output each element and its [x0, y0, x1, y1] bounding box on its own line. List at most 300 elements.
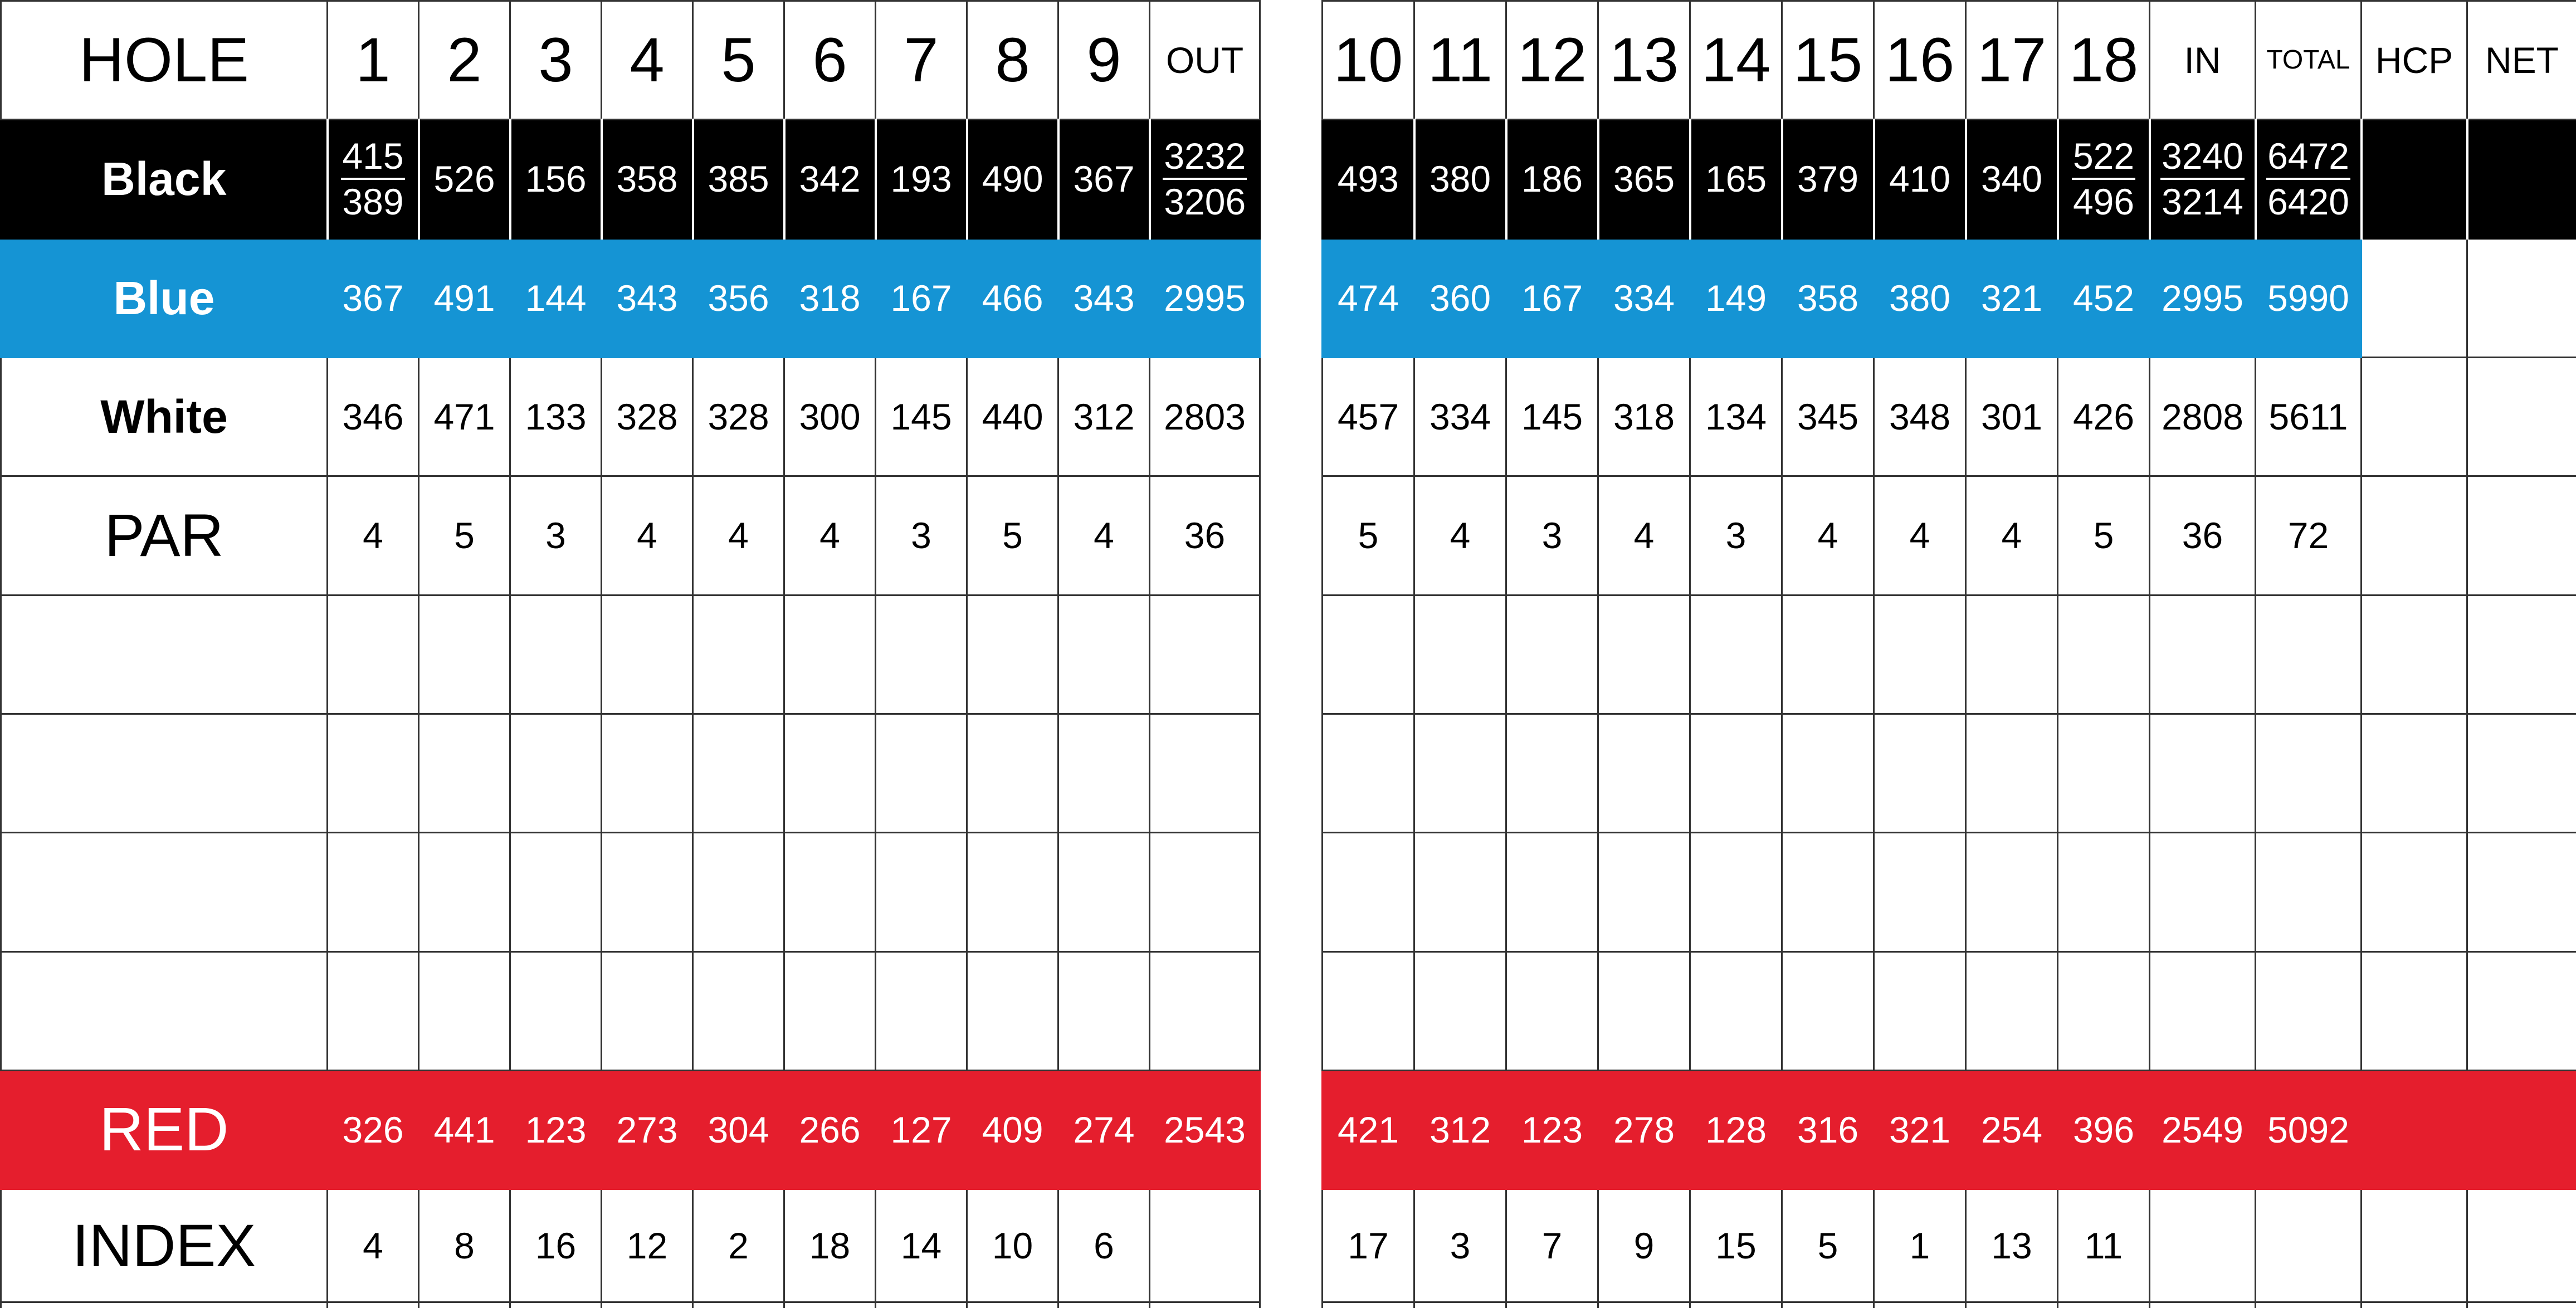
score-cell[interactable]: [876, 833, 967, 951]
hole-number: 12: [1506, 1, 1598, 120]
yardage-cell: 356: [693, 238, 784, 357]
yardage-cell: 128: [1690, 1070, 1782, 1189]
yardage-cell: 380: [1874, 238, 1966, 357]
yardage-cell: 396: [2058, 1070, 2150, 1189]
par-cell: 4: [1598, 476, 1690, 595]
white-tee-row: [1, 357, 1260, 476]
white-tee-label: White: [1, 357, 328, 476]
out-bottom: 3206: [1164, 181, 1246, 223]
score-in-cell[interactable]: [2150, 595, 2256, 714]
score-cell[interactable]: [2058, 595, 2150, 714]
grand-total-cell: 5990: [2256, 238, 2362, 357]
yardage-top: 415: [341, 134, 404, 180]
score-cell[interactable]: [784, 595, 876, 714]
score-net-cell[interactable]: [2467, 833, 2576, 951]
player-name-cell[interactable]: [1, 595, 328, 714]
score-cell[interactable]: [1323, 833, 1414, 951]
hole-number: 15: [1782, 1, 1874, 120]
score-cell[interactable]: [1966, 714, 2058, 832]
in-top: 3240: [2160, 134, 2245, 180]
net-cell: [2467, 1070, 2576, 1189]
yardage-cell: 358: [602, 120, 693, 238]
score-cell[interactable]: [328, 595, 419, 714]
score-net-cell[interactable]: [2467, 595, 2576, 714]
yardage-cell: 326: [328, 1070, 419, 1189]
par-cell: 5: [419, 476, 510, 595]
out-total-cell: 2803: [1150, 357, 1260, 476]
score-net-cell[interactable]: [2467, 951, 2576, 1070]
yardage-cell: 274: [1058, 1070, 1150, 1189]
hcp-cell: [2362, 476, 2467, 595]
score-cell[interactable]: [510, 951, 602, 1070]
hole-number: 6: [784, 1, 876, 120]
yardage-cell: 493: [1323, 120, 1414, 238]
index-in-cell: [2150, 1189, 2256, 1302]
hole-label: HOLE: [1, 1, 328, 120]
score-cell[interactable]: [967, 714, 1058, 832]
bottom-edge-row: [1, 1302, 1260, 1308]
in-total-cell: 2808: [2150, 357, 2256, 476]
hole-number: 14: [1690, 1, 1782, 120]
score-out-cell[interactable]: [1150, 951, 1260, 1070]
net-cell: [2467, 357, 2576, 476]
index-cell: 16: [510, 1189, 602, 1302]
score-cell[interactable]: [1506, 595, 1598, 714]
hole-number: 8: [967, 1, 1058, 120]
score-cell[interactable]: [1782, 714, 1874, 832]
par-cell: 4: [1782, 476, 1874, 595]
score-out-cell[interactable]: [1150, 595, 1260, 714]
yardage-cell: 346: [328, 357, 419, 476]
index-cell: 9: [1598, 1189, 1690, 1302]
index-hcp-cell: [2362, 1189, 2467, 1302]
yardage-cell: 193: [876, 120, 967, 238]
score-cell[interactable]: [967, 951, 1058, 1070]
yardage-cell: 379: [1782, 120, 1874, 238]
yardage-cell: 145: [1506, 357, 1598, 476]
yardage-cell: 367: [1058, 120, 1150, 238]
yardage-cell: 360: [1414, 238, 1506, 357]
score-cell[interactable]: [510, 714, 602, 832]
yardage-cell: 409: [967, 1070, 1058, 1189]
out-top: 3232: [1163, 134, 1247, 180]
score-cell[interactable]: [1414, 833, 1506, 951]
index-cell: 6: [1058, 1189, 1150, 1302]
score-cell[interactable]: [328, 833, 419, 951]
yardage-cell: 127: [876, 1070, 967, 1189]
score-cell[interactable]: [1874, 951, 1966, 1070]
hole-header-row: [1323, 1, 2576, 120]
in-bottom: 3214: [2162, 181, 2243, 223]
hole-number: 18: [2058, 1, 2150, 120]
score-cell[interactable]: [1414, 595, 1506, 714]
index-cell: 7: [1506, 1189, 1598, 1302]
index-cell: 18: [784, 1189, 876, 1302]
index-out-cell: [1150, 1189, 1260, 1302]
score-cell[interactable]: [510, 833, 602, 951]
score-cell[interactable]: [1598, 833, 1690, 951]
yardage-cell: 149: [1690, 238, 1782, 357]
par-cell: 4: [693, 476, 784, 595]
index-cell: 2: [693, 1189, 784, 1302]
score-cell[interactable]: [693, 595, 784, 714]
index-row: [1, 1189, 1260, 1302]
score-cell[interactable]: [1782, 951, 1874, 1070]
red-tee-row: [1323, 1070, 2576, 1189]
total-top: 6472: [2266, 134, 2350, 180]
blue-tee-label: Blue: [1, 238, 328, 357]
hole-number: 11: [1414, 1, 1506, 120]
yardage-cell: 278: [1598, 1070, 1690, 1189]
hole-number: 2: [419, 1, 510, 120]
hole-number: 9: [1058, 1, 1150, 120]
score-cell[interactable]: [693, 833, 784, 951]
index-total-cell: [2256, 1189, 2362, 1302]
yardage-cell: [328, 120, 419, 238]
score-cell[interactable]: [328, 714, 419, 832]
score-cell[interactable]: [1966, 595, 2058, 714]
hole-number: 5: [693, 1, 784, 120]
par-cell: 5: [967, 476, 1058, 595]
front-nine-table: [0, 0, 1261, 1308]
yardage-cell: 144: [510, 238, 602, 357]
in-total-cell: 2995: [2150, 238, 2256, 357]
net-cell: [2467, 476, 2576, 595]
score-row: [1323, 833, 2576, 951]
net-cell: [2467, 238, 2576, 357]
red-tee-label: RED: [1, 1070, 328, 1189]
score-out-cell[interactable]: [1150, 714, 1260, 832]
back-nine-card: [1321, 0, 2576, 1308]
par-in-cell: 36: [2150, 476, 2256, 595]
yardage-cell: 345: [1782, 357, 1874, 476]
index-cell: 15: [1690, 1189, 1782, 1302]
score-cell[interactable]: [1874, 714, 1966, 832]
yardage-cell: 328: [693, 357, 784, 476]
yardage-cell: 426: [2058, 357, 2150, 476]
score-cell[interactable]: [1323, 595, 1414, 714]
par-label: PAR: [1, 476, 328, 595]
par-cell: 4: [1874, 476, 1966, 595]
score-net-cell[interactable]: [2467, 714, 2576, 832]
yardage-cell: 421: [1323, 1070, 1414, 1189]
par-cell: 5: [1323, 476, 1414, 595]
score-row: [1, 951, 1260, 1070]
blue-tee-row: [1323, 238, 2576, 357]
yardage-cell: 334: [1598, 238, 1690, 357]
index-cell: 1: [1874, 1189, 1966, 1302]
hole-number: 1: [328, 1, 419, 120]
score-cell[interactable]: [967, 595, 1058, 714]
hole-number: 13: [1598, 1, 1690, 120]
black-tee-row: [1323, 120, 2576, 238]
score-cell[interactable]: [1414, 951, 1506, 1070]
hole-number: 10: [1323, 1, 1414, 120]
index-cell: 17: [1323, 1189, 1414, 1302]
index-cell: 3: [1414, 1189, 1506, 1302]
grand-total-cell: 5611: [2256, 357, 2362, 476]
hcp-cell: [2362, 357, 2467, 476]
yardage-cell: 123: [1506, 1070, 1598, 1189]
grand-total-cell: 5092: [2256, 1070, 2362, 1189]
yardage-cell: 312: [1414, 1070, 1506, 1189]
score-cell[interactable]: [1598, 951, 1690, 1070]
in-header: IN: [2150, 1, 2256, 120]
score-cell[interactable]: [784, 714, 876, 832]
yardage-cell: 385: [693, 120, 784, 238]
yardage-cell: 343: [1058, 238, 1150, 357]
par-cell: 3: [1690, 476, 1782, 595]
yardage-cell: 342: [784, 120, 876, 238]
yardage-cell: 312: [1058, 357, 1150, 476]
score-cell[interactable]: [693, 951, 784, 1070]
index-label: INDEX: [1, 1189, 328, 1302]
yardage-cell: 340: [1966, 120, 2058, 238]
score-hcp-cell[interactable]: [2362, 714, 2467, 832]
total-bottom: 6420: [2267, 181, 2349, 223]
score-cell[interactable]: [1058, 833, 1150, 951]
yardage-cell: 410: [1874, 120, 1966, 238]
in-total-cell: 2549: [2150, 1070, 2256, 1189]
score-cell[interactable]: [1782, 595, 1874, 714]
yardage-cell: 474: [1323, 238, 1414, 357]
out-total-cell: 2543: [1150, 1070, 1260, 1189]
index-cell: 14: [876, 1189, 967, 1302]
score-row: [1, 833, 1260, 951]
score-cell[interactable]: [876, 714, 967, 832]
yardage-cell: 167: [1506, 238, 1598, 357]
yardage-cell: 321: [1966, 238, 2058, 357]
back-nine-table: [1321, 0, 2576, 1308]
yardage-cell: 440: [967, 357, 1058, 476]
yardage-cell: 328: [602, 357, 693, 476]
score-cell[interactable]: [328, 951, 419, 1070]
out-total-cell: [1150, 120, 1260, 238]
score-cell[interactable]: [2058, 951, 2150, 1070]
black-tee-label: Black: [1, 120, 328, 238]
yardage-cell: 365: [1598, 120, 1690, 238]
yardage-bottom: 389: [342, 181, 404, 223]
score-total-cell[interactable]: [2256, 714, 2362, 832]
score-cell[interactable]: [1782, 833, 1874, 951]
front-nine-card: [0, 0, 1259, 1308]
red-tee-row: [1, 1070, 1260, 1189]
yardage-cell: 334: [1414, 357, 1506, 476]
yardage-cell: 186: [1506, 120, 1598, 238]
yardage-cell: 304: [693, 1070, 784, 1189]
yardage-cell: 316: [1782, 1070, 1874, 1189]
score-hcp-cell[interactable]: [2362, 833, 2467, 951]
score-row: [1323, 951, 2576, 1070]
score-cell[interactable]: [693, 714, 784, 832]
par-cell: 4: [1414, 476, 1506, 595]
yardage-cell: 318: [1598, 357, 1690, 476]
score-total-cell[interactable]: [2256, 833, 2362, 951]
yardage-top: 522: [2072, 134, 2135, 180]
hcp-cell: [2362, 238, 2467, 357]
score-cell[interactable]: [1874, 833, 1966, 951]
score-total-cell[interactable]: [2256, 595, 2362, 714]
yardage-cell: 380: [1414, 120, 1506, 238]
index-cell: 11: [2058, 1189, 2150, 1302]
score-cell[interactable]: [1058, 714, 1150, 832]
yardage-cell: 348: [1874, 357, 1966, 476]
index-cell: 8: [419, 1189, 510, 1302]
score-cell[interactable]: [1966, 833, 2058, 951]
yardage-cell: 167: [876, 238, 967, 357]
score-row: [1, 595, 1260, 714]
score-cell[interactable]: [1323, 951, 1414, 1070]
score-in-cell[interactable]: [2150, 714, 2256, 832]
score-cell[interactable]: [784, 833, 876, 951]
score-cell[interactable]: [2058, 714, 2150, 832]
yardage-cell: 134: [1690, 357, 1782, 476]
hole-number: 16: [1874, 1, 1966, 120]
score-cell[interactable]: [510, 595, 602, 714]
par-cell: 4: [1058, 476, 1150, 595]
par-out-cell: 36: [1150, 476, 1260, 595]
yardage-cell: 318: [784, 238, 876, 357]
score-cell[interactable]: [1323, 714, 1414, 832]
par-cell: 3: [876, 476, 967, 595]
score-cell[interactable]: [602, 595, 693, 714]
net-cell: [2467, 120, 2576, 238]
score-cell[interactable]: [419, 595, 510, 714]
yardage-cell: 254: [1966, 1070, 2058, 1189]
yardage-cell: 165: [1690, 120, 1782, 238]
index-net-cell: [2467, 1189, 2576, 1302]
score-cell[interactable]: [1598, 714, 1690, 832]
bottom-edge-row: [1323, 1302, 2576, 1308]
score-cell[interactable]: [1690, 951, 1782, 1070]
score-cell[interactable]: [1598, 595, 1690, 714]
white-tee-row: [1323, 357, 2576, 476]
hcp-cell: [2362, 1070, 2467, 1189]
score-row: [1323, 714, 2576, 832]
hcp-cell: [2362, 120, 2467, 238]
index-cell: 5: [1782, 1189, 1874, 1302]
yardage-cell: 266: [784, 1070, 876, 1189]
score-hcp-cell[interactable]: [2362, 595, 2467, 714]
yardage-cell: 321: [1874, 1070, 1966, 1189]
par-cell: 3: [510, 476, 602, 595]
yardage-cell: 123: [510, 1070, 602, 1189]
yardage-cell: 156: [510, 120, 602, 238]
yardage-cell: 491: [419, 238, 510, 357]
par-cell: 3: [1506, 476, 1598, 595]
yardage-cell: 133: [510, 357, 602, 476]
yardage-cell: 526: [419, 120, 510, 238]
score-cell[interactable]: [876, 595, 967, 714]
score-in-cell[interactable]: [2150, 951, 2256, 1070]
par-cell: 5: [2058, 476, 2150, 595]
yardage-cell: 457: [1323, 357, 1414, 476]
score-cell[interactable]: [1506, 714, 1598, 832]
index-cell: 13: [1966, 1189, 2058, 1302]
yardage-cell: [2058, 120, 2150, 238]
yardage-cell: 452: [2058, 238, 2150, 357]
grand-total-cell: [2256, 120, 2362, 238]
par-row: [1, 476, 1260, 595]
par-row: [1323, 476, 2576, 595]
score-cell[interactable]: [2058, 833, 2150, 951]
hole-number: 3: [510, 1, 602, 120]
index-row: [1323, 1189, 2576, 1302]
player-name-cell[interactable]: [1, 951, 328, 1070]
hole-number: 4: [602, 1, 693, 120]
hole-header-row: [1, 1, 1260, 120]
score-cell[interactable]: [419, 833, 510, 951]
yardage-cell: 273: [602, 1070, 693, 1189]
total-header: TOTAL: [2256, 1, 2362, 120]
score-cell[interactable]: [1058, 595, 1150, 714]
score-cell[interactable]: [602, 951, 693, 1070]
par-cell: 4: [328, 476, 419, 595]
par-cell: 4: [784, 476, 876, 595]
in-total-cell: [2150, 120, 2256, 238]
score-cell[interactable]: [1058, 951, 1150, 1070]
net-header: NET: [2467, 1, 2576, 120]
hole-number: 7: [876, 1, 967, 120]
hcp-header: HCP: [2362, 1, 2467, 120]
par-cell: 4: [602, 476, 693, 595]
score-cell[interactable]: [1506, 951, 1598, 1070]
score-total-cell[interactable]: [2256, 951, 2362, 1070]
score-cell[interactable]: [1690, 833, 1782, 951]
score-cell[interactable]: [419, 714, 510, 832]
hole-number: 17: [1966, 1, 2058, 120]
index-cell: 10: [967, 1189, 1058, 1302]
score-hcp-cell[interactable]: [2362, 951, 2467, 1070]
yardage-cell: 300: [784, 357, 876, 476]
score-cell[interactable]: [602, 714, 693, 832]
score-row: [1323, 595, 2576, 714]
score-cell[interactable]: [1966, 951, 2058, 1070]
score-cell[interactable]: [602, 833, 693, 951]
score-cell[interactable]: [784, 951, 876, 1070]
yardage-cell: 145: [876, 357, 967, 476]
yardage-cell: 301: [1966, 357, 2058, 476]
score-out-cell[interactable]: [1150, 833, 1260, 951]
score-cell[interactable]: [1690, 714, 1782, 832]
yardage-cell: 358: [1782, 238, 1874, 357]
score-row: [1, 714, 1260, 832]
yardage-bottom: 496: [2072, 181, 2135, 223]
score-cell[interactable]: [967, 833, 1058, 951]
score-cell[interactable]: [419, 951, 510, 1070]
score-cell[interactable]: [1506, 833, 1598, 951]
yardage-cell: 367: [328, 238, 419, 357]
player-name-cell[interactable]: [1, 833, 328, 951]
yardage-cell: 441: [419, 1070, 510, 1189]
score-cell[interactable]: [1414, 714, 1506, 832]
yardage-cell: 490: [967, 120, 1058, 238]
score-cell[interactable]: [876, 951, 967, 1070]
out-header: OUT: [1150, 1, 1260, 120]
blue-tee-row: [1, 238, 1260, 357]
out-total-cell: 2995: [1150, 238, 1260, 357]
yardage-cell: 466: [967, 238, 1058, 357]
black-tee-row: [1, 120, 1260, 238]
player-name-cell[interactable]: [1, 714, 328, 832]
score-in-cell[interactable]: [2150, 833, 2256, 951]
score-cell[interactable]: [1874, 595, 1966, 714]
index-cell: 4: [328, 1189, 419, 1302]
par-cell: 4: [1966, 476, 2058, 595]
index-cell: 12: [602, 1189, 693, 1302]
score-cell[interactable]: [1690, 595, 1782, 714]
yardage-cell: 343: [602, 238, 693, 357]
